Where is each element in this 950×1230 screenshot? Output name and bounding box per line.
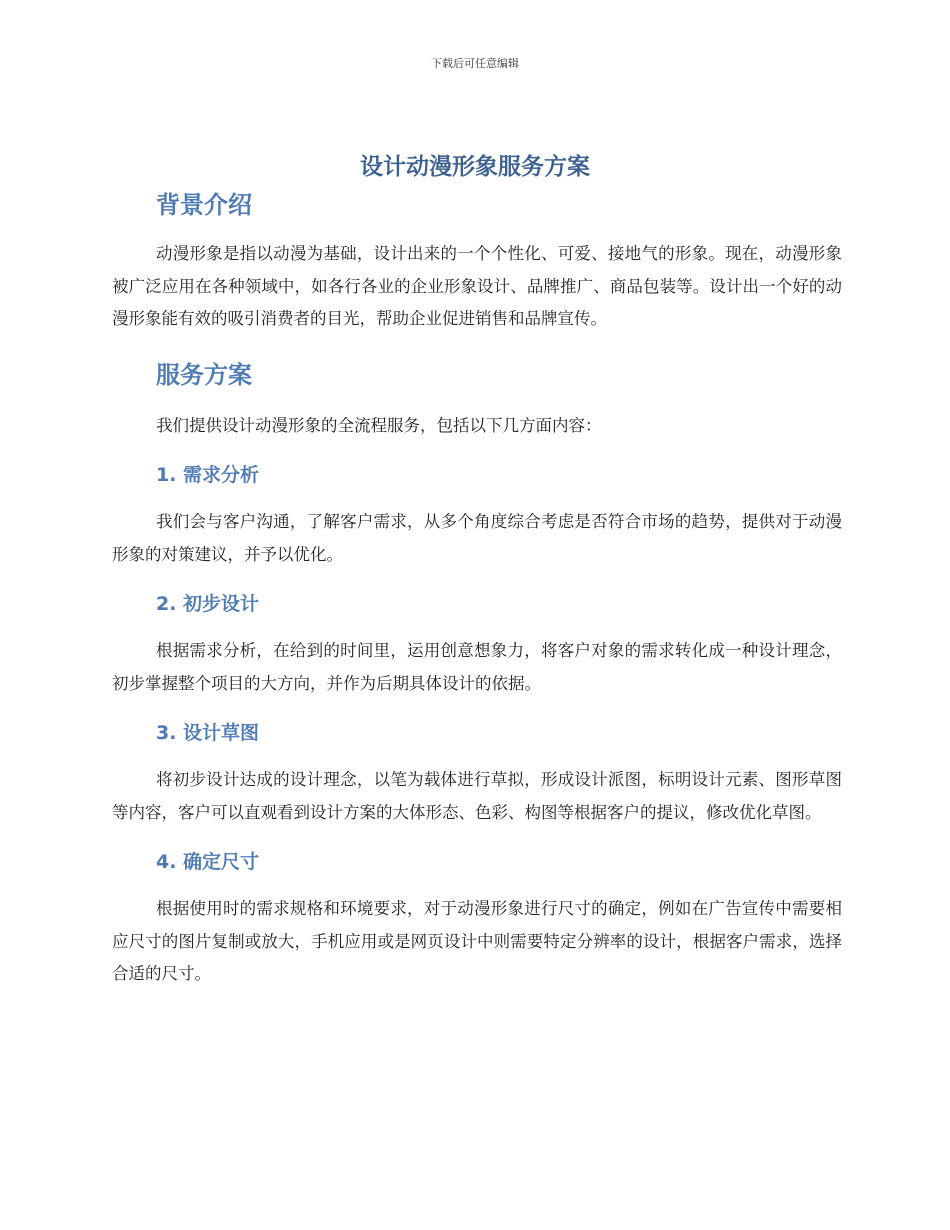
item-heading-sketch: 3. 设计草图 — [156, 722, 260, 744]
item-heading-requirements: 1. 需求分析 — [156, 464, 260, 486]
item-text-sketch: 将初步设计达成的设计理念，以笔为载体进行草拟，形成设计派图，标明设计元素、图形草图等内容，客户可以直观看到设计方案的大体形态、色彩、构图等根据客户的提议，修改优化草图。 — [112, 770, 842, 822]
section-heading-service: 服务方案 — [156, 360, 252, 389]
item-text-requirements: 我们会与客户沟通，了解客户需求，从多个角度综合考虑是否符合市场的趋势，提供对于动漫形象的对策建议，并予以优化。 — [112, 512, 842, 564]
item-heading-preliminary-design: 2. 初步设计 — [156, 593, 260, 615]
header-note: 下载后可任意编辑 — [431, 57, 519, 70]
section-heading-background: 背景介绍 — [156, 191, 252, 219]
item-text-size: 根据使用时的需求规格和环境要求，对于动漫形象进行尺寸的确定，例如在广告宣传中需要相应尺寸的图片复制或放大，手机应用或是网页设计中则需要特定分辨率的设计，根据客户需求，选择合适的尺寸。 — [112, 899, 842, 983]
service-intro-paragraph: 我们提供设计动漫形象的全流程服务，包括以下几方面内容： — [156, 415, 602, 435]
background-paragraph: 动漫形象是指以动漫为基础，设计出来的一个个性化、可爱、接地气的形象。现在，动漫形象被广泛应用在各种领域中，如各行各业的企业形象设计、品牌推广、商品包装等。设计出一个好的动漫形象能有效的吸引消费者的目光，帮助企业促进销售和品牌宣传。 — [112, 244, 842, 328]
item-heading-size: 4. 确定尺寸 — [156, 851, 260, 873]
document-body — [112, 186, 842, 991]
document-title: 设计动漫形象服务方案 — [360, 154, 590, 180]
item-text-preliminary-design: 根据需求分析，在给到的时间里，运用创意想象力，将客户对象的需求转化成一种设计理念，初步掌握整个项目的大方向，并作为后期具体设计的依据。 — [112, 641, 842, 693]
